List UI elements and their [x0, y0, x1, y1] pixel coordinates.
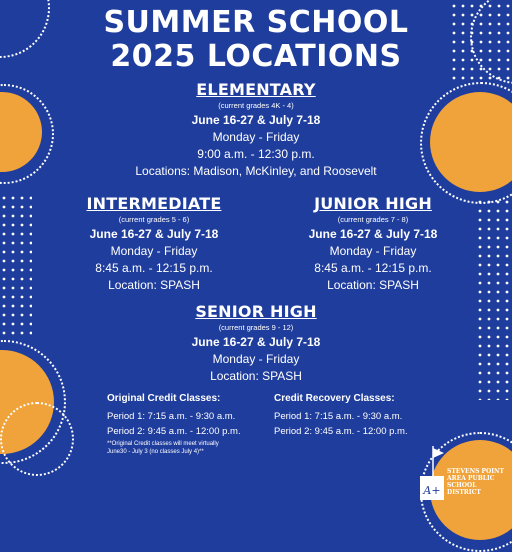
poster-title	[0, 6, 512, 74]
junior-high-section	[288, 194, 458, 293]
original-credit-period-1: Period 1: 7:15 a.m. - 9:30 a.m.	[107, 411, 236, 422]
credit-recovery-block	[274, 392, 434, 439]
junior-high-time: 8:45 a.m. - 12:15 p.m.	[314, 261, 432, 275]
credit-recovery-period-1: Period 1: 7:15 a.m. - 9:30 a.m.	[274, 411, 403, 422]
intermediate-time: 8:45 a.m. - 12:15 p.m.	[95, 261, 213, 275]
original-credit-block	[107, 392, 277, 456]
original-credit-heading: Original Credit Classes:	[107, 393, 221, 404]
junior-high-heading: JUNIOR HIGH	[314, 194, 432, 213]
junior-high-location: Location: SPASH	[327, 278, 419, 292]
elementary-heading: ELEMENTARY	[196, 80, 316, 99]
elementary-section	[0, 80, 512, 179]
intermediate-location: Location: SPASH	[108, 278, 200, 292]
svg-text:A+: A+	[423, 484, 441, 497]
district-name	[447, 468, 510, 496]
credit-recovery-period-2: Period 2: 9:45 a.m. - 12:00 p.m.	[274, 426, 408, 437]
dotted-ring-decoration	[0, 402, 74, 476]
senior-high-heading: SENIOR HIGH	[195, 302, 317, 321]
senior-high-location: Location: SPASH	[210, 369, 302, 383]
elementary-days: Monday - Friday	[212, 130, 300, 144]
original-credit-note-2: June30 - July 3 (no classes July 4)**	[107, 449, 204, 455]
flag-logo-icon	[420, 446, 446, 502]
junior-high-grades: (current grades 7 - 8)	[337, 215, 409, 224]
senior-high-days: Monday - Friday	[212, 352, 300, 366]
elementary-grades: (current grades 4K - 4)	[218, 101, 294, 110]
district-logo	[420, 446, 510, 506]
elementary-time: 9:00 a.m. - 12:30 p.m.	[197, 147, 315, 161]
title-line-1: SUMMER SCHOOL	[103, 5, 409, 40]
intermediate-heading: INTERMEDIATE	[86, 194, 222, 213]
senior-high-dates: June 16-27 & July 7-18	[191, 335, 321, 349]
district-name-line-2: AREA PUBLIC	[447, 475, 495, 482]
junior-high-days: Monday - Friday	[329, 244, 417, 258]
intermediate-days: Monday - Friday	[110, 244, 198, 258]
original-credit-period-2: Period 2: 9:45 a.m. - 12:00 p.m.	[107, 426, 241, 437]
intermediate-dates: June 16-27 & July 7-18	[89, 227, 219, 241]
credit-recovery-heading: Credit Recovery Classes:	[274, 393, 395, 404]
junior-high-dates: June 16-27 & July 7-18	[308, 227, 438, 241]
district-name-line-1: STEVENS POINT	[447, 468, 504, 475]
intermediate-section	[70, 194, 238, 293]
senior-high-grades: (current grades 9 - 12)	[218, 323, 294, 332]
district-name-line-3: SCHOOL DISTRICT	[447, 482, 481, 496]
senior-high-section	[0, 302, 512, 384]
original-credit-note-1: **Original Credit classes will meet virtually	[107, 441, 219, 447]
elementary-dates: June 16-27 & July 7-18	[191, 113, 321, 127]
intermediate-grades: (current grades 5 - 6)	[118, 215, 190, 224]
elementary-location: Locations: Madison, McKinley, and Roosevelt	[135, 164, 377, 178]
title-line-2: 2025 LOCATIONS	[110, 39, 402, 74]
